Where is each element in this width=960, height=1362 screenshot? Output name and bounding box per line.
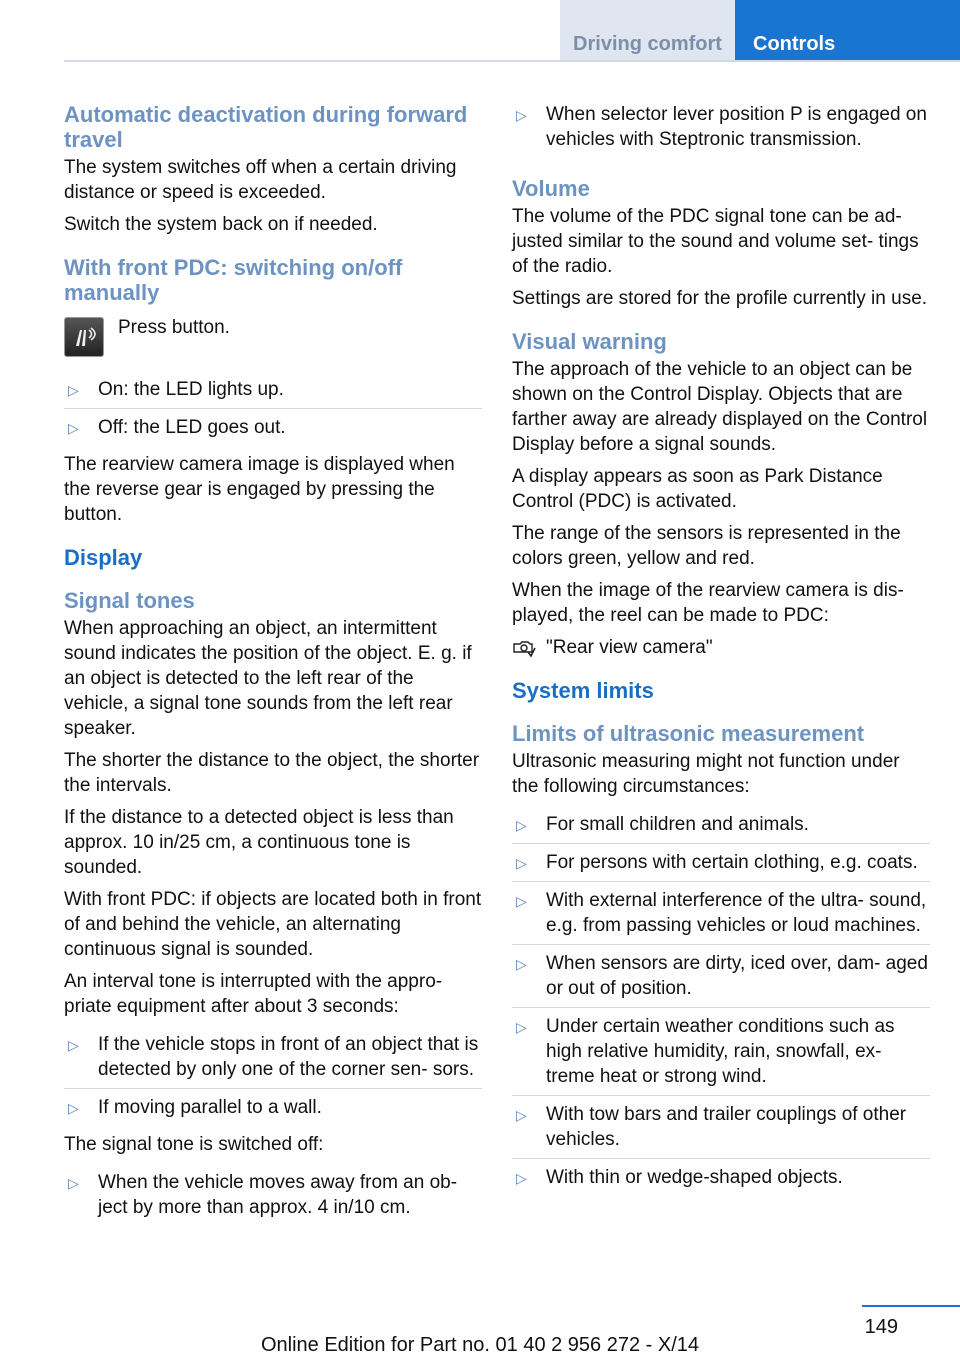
triangle-bullet-icon: ▷ <box>516 956 527 972</box>
list-item: ▷ For persons with certain clothing, e.g. coats. <box>512 844 930 882</box>
led-list <box>64 371 482 446</box>
list-item: ▷ For small children and animals. <box>512 806 930 844</box>
list-item: ▷ Off: the LED goes out. <box>64 409 482 446</box>
limits-list <box>512 806 930 1196</box>
triangle-bullet-icon: ▷ <box>68 1100 79 1116</box>
rear-view-camera-row <box>512 635 930 660</box>
triangle-bullet-icon: ▷ <box>68 1037 79 1053</box>
triangle-bullet-icon: ▷ <box>516 107 527 123</box>
paragraph: The system switches off when a certain driving distance or speed is exceeded. <box>64 157 457 203</box>
list-item: ▷ If moving parallel to a wall. <box>64 1089 482 1126</box>
triangle-bullet-icon: ▷ <box>68 382 79 398</box>
list-item: ▷ With tow bars and trailer couplings of other vehicles. <box>512 1096 930 1159</box>
right-column <box>512 102 930 1196</box>
heading-signal-tones: Signal tones <box>64 588 195 613</box>
page-number: 149 <box>864 1316 898 1338</box>
triangle-bullet-icon: ▷ <box>68 1175 79 1191</box>
paragraph: The signal tone is switched off: <box>64 1134 324 1155</box>
paragraph: A display appears as soon as Park Distance Control (PDC) is activated. <box>512 466 883 512</box>
list-item: ▷ With external interference of the ultra‐ sound, e.g. from passing vehicles or loud machines. <box>512 882 930 945</box>
list-item: ▷ With thin or wedge-shaped objects. <box>512 1159 930 1196</box>
list-item: ▷ On: the LED lights up. <box>64 371 482 409</box>
footer-rule <box>862 1305 960 1307</box>
paragraph: The volume of the PDC signal tone can be ad‐ justed similar to the sound and volume set‐ tings of the radio. <box>512 206 919 277</box>
paragraph: An interval tone is interrupted with the appro‐ priate equipment after about 3 seconds: <box>64 971 443 1017</box>
pdc-button-icon <box>64 317 104 357</box>
heading-ultrasonic-limits: Limits of ultrasonic measurement <box>512 721 865 746</box>
header-section: Driving comfort <box>560 0 735 60</box>
switched-off-list <box>64 1164 482 1226</box>
list-item: ▷ Under certain weather conditions such as high relative humidity, rain, snowfall, ex‐ treme heat or strong wind. <box>512 1008 930 1096</box>
heading-auto-deactivation: Automatic deactivation during forward travel <box>64 102 468 152</box>
paragraph: The rearview camera image is displayed when the reverse gear is engaged by pressing the button. <box>64 454 455 525</box>
camera-icon <box>512 638 536 658</box>
header-rule <box>64 60 960 62</box>
triangle-bullet-icon: ▷ <box>516 1170 527 1186</box>
paragraph: The range of the sensors is represented in the colors green, yellow and red. <box>512 523 901 569</box>
paragraph: With front PDC: if objects are located both in front of and behind the vehicle, an alternating continuous signal is sounded. <box>64 889 482 960</box>
triangle-bullet-icon: ▷ <box>516 817 527 833</box>
switched-off-list-cont <box>512 96 930 158</box>
heading-display: Display <box>64 545 143 570</box>
rear-view-camera-label: "Rear view camera" <box>546 637 713 658</box>
triangle-bullet-icon: ▷ <box>516 1107 527 1123</box>
press-button-row <box>64 313 482 357</box>
list-item: ▷ When the vehicle moves away from an ob‐ ject by more than approx. 4 in/10 cm. <box>68 1172 458 1218</box>
paragraph: If the distance to a detected object is less than approx. 10 in/25 cm, a continuous tone is sounded. <box>64 807 454 878</box>
heading-visual-warning: Visual warning <box>512 329 667 354</box>
heading-system-limits: System limits <box>512 678 654 703</box>
header-chapter: Controls <box>735 0 960 62</box>
triangle-bullet-icon: ▷ <box>516 855 527 871</box>
paragraph: The shorter the distance to the object, the shorter the intervals. <box>64 750 480 796</box>
list-item: ▷ When sensors are dirty, iced over, dam‐ aged or out of position. <box>512 945 930 1008</box>
paragraph: When the image of the rearview camera is dis‐ played, the reel can be made to PDC: <box>512 580 904 626</box>
interval-list <box>64 1026 482 1126</box>
list-item: ▷ If the vehicle stops in front of an object that is detected by only one of the corner sen‐ sors. <box>64 1026 482 1089</box>
heading-front-pdc: With front PDC: switching on/off manually <box>64 255 403 305</box>
paragraph: Ultrasonic measuring might not function under the following circumstances: <box>512 751 900 797</box>
paragraph: When approaching an object, an intermittent sound indicates the position of the object. E. g. if an object is detected to the left rear of the vehicle, a signal tone sounds from the left rear speaker. <box>64 618 472 739</box>
list-item: ▷ When selector lever position P is engaged on vehicles with Steptronic transmission. <box>516 104 927 150</box>
press-button-text: Press button. <box>118 317 230 338</box>
paragraph: Settings are stored for the profile currently in use. <box>512 288 928 309</box>
paragraph: Switch the system back on if needed. <box>64 214 378 235</box>
heading-volume: Volume <box>512 176 590 201</box>
edition-line: Online Edition for Part no. 01 40 2 956 272 - X/14 <box>260 1334 700 1356</box>
page-header <box>0 0 960 62</box>
triangle-bullet-icon: ▷ <box>68 420 79 436</box>
left-column <box>64 102 482 1226</box>
triangle-bullet-icon: ▷ <box>516 893 527 909</box>
paragraph: The approach of the vehicle to an object can be shown on the Control Display. Objects that are farther away are already displayed on the Control Display before a signal sounds. <box>512 359 928 455</box>
triangle-bullet-icon: ▷ <box>516 1019 527 1035</box>
